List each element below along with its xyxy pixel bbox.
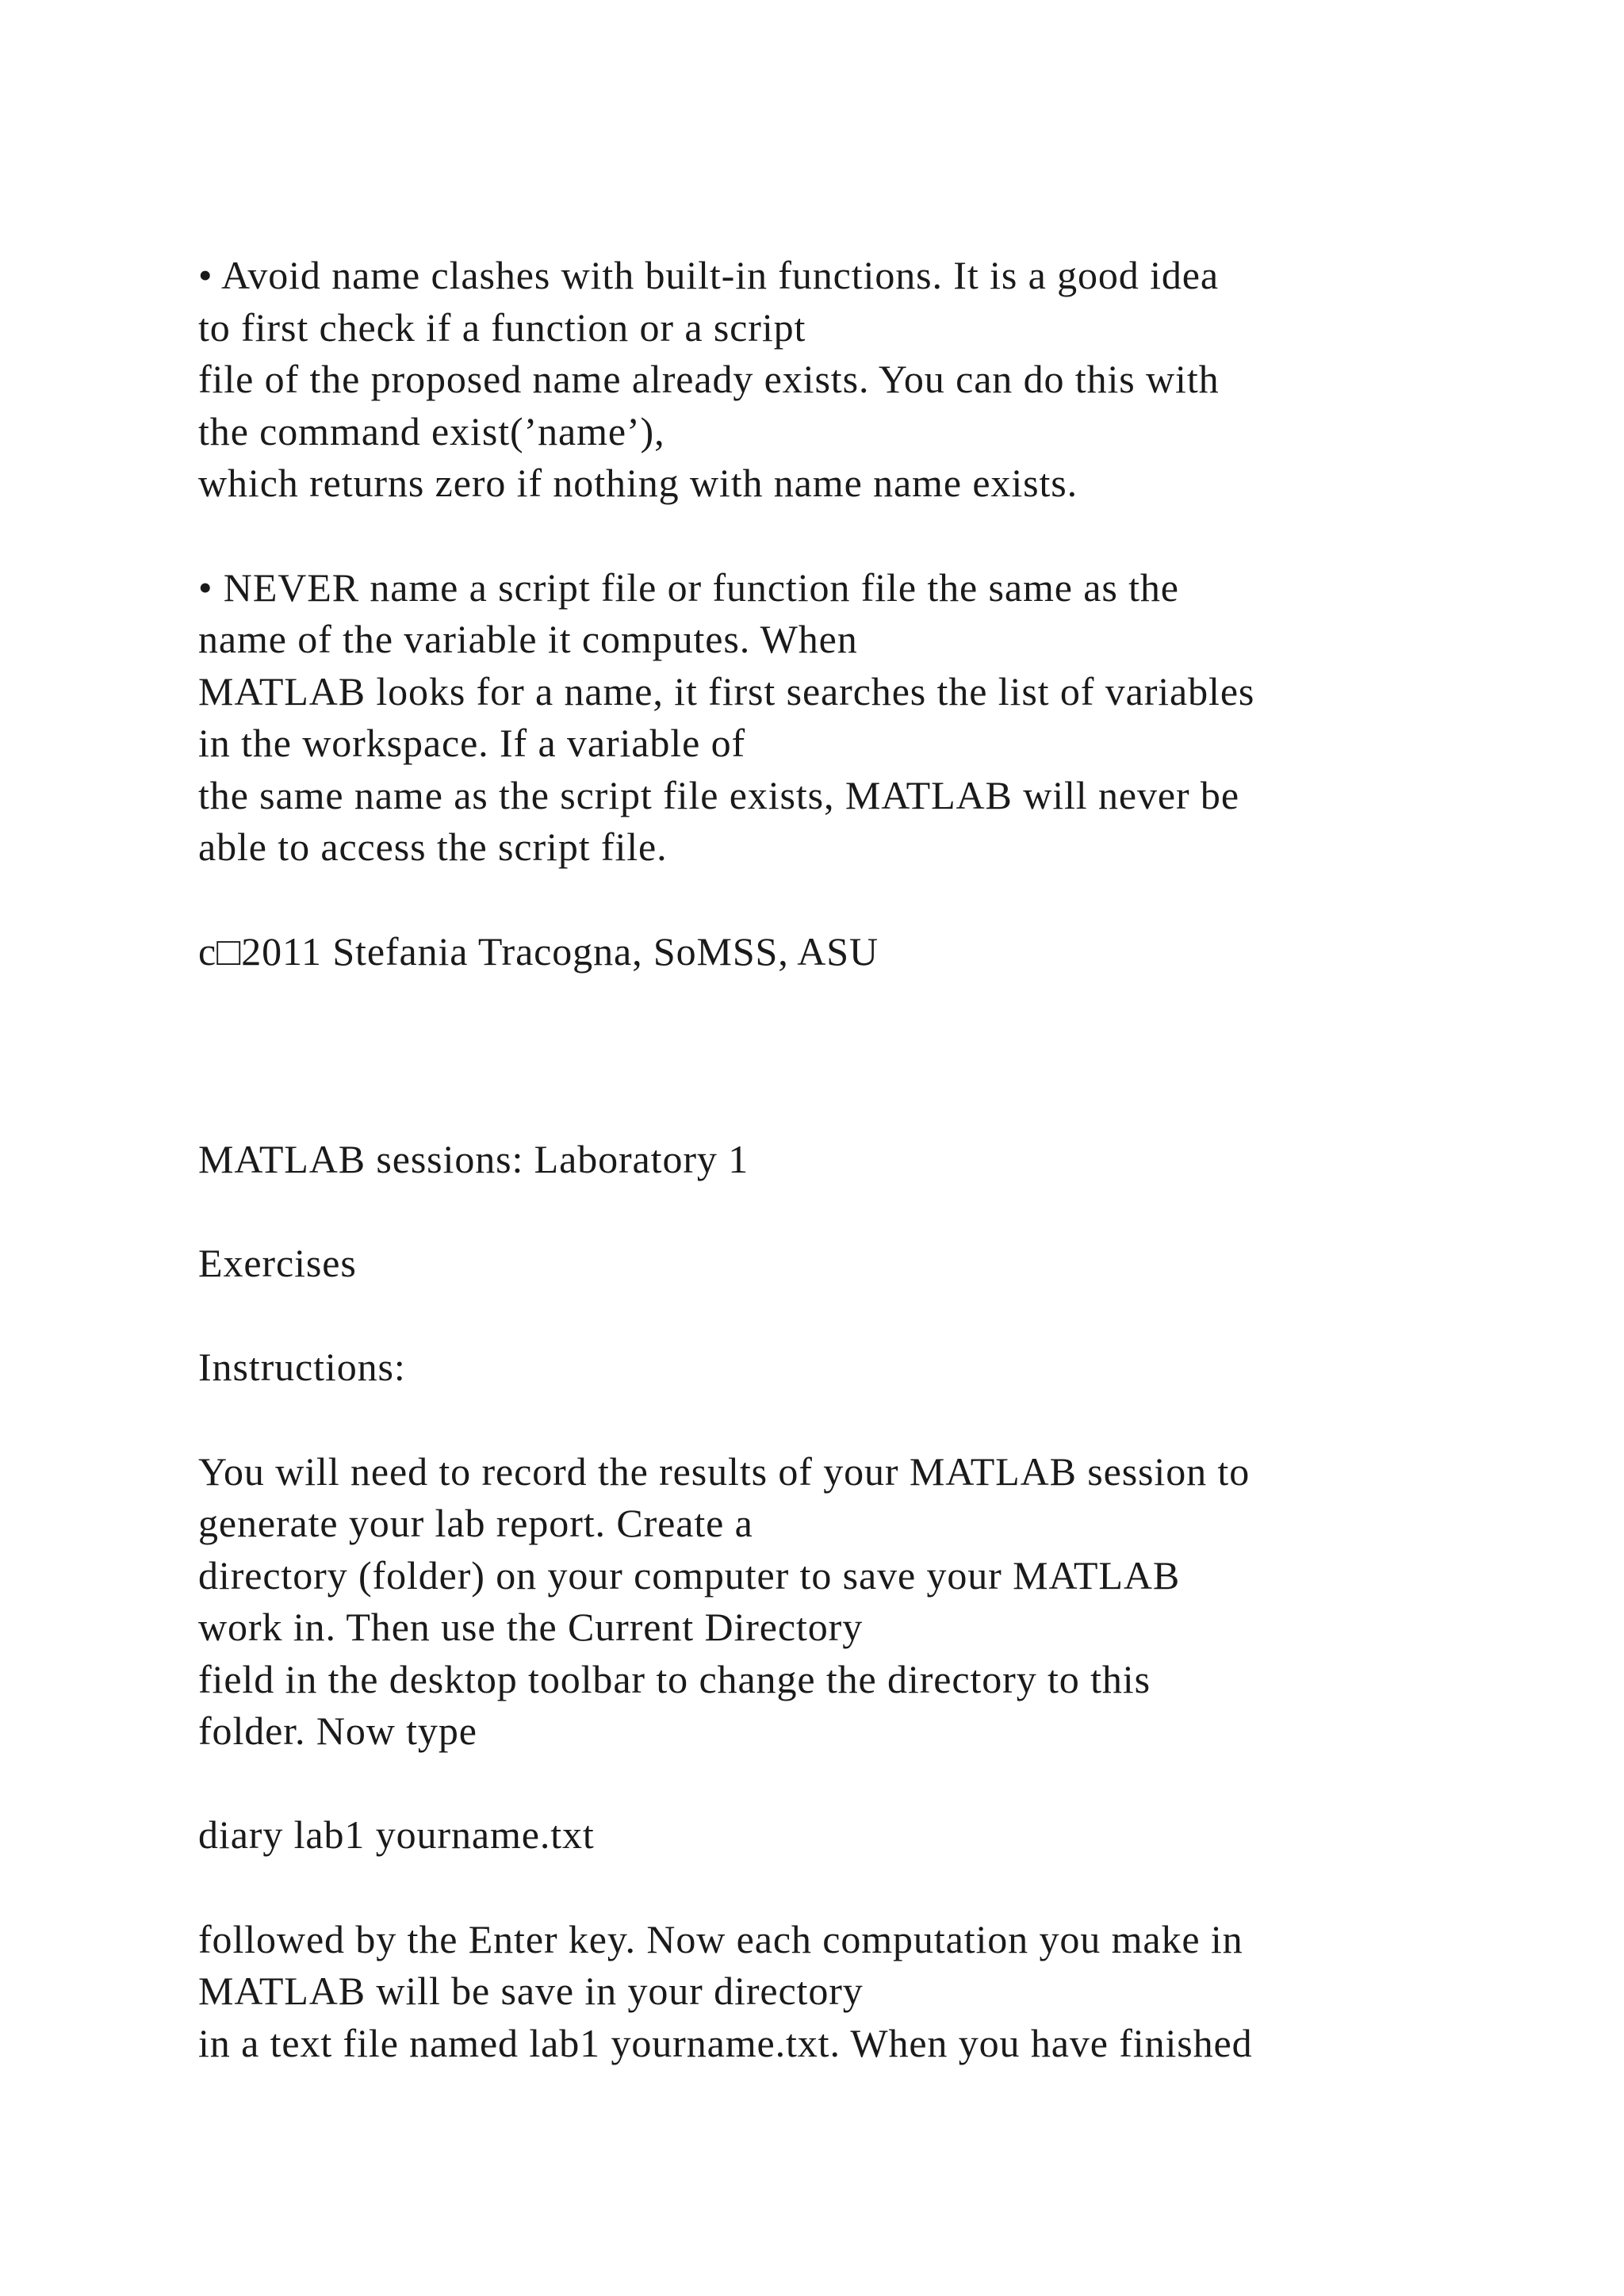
text-line: • NEVER name a script file or function file the same as the <box>198 565 1179 610</box>
section-header: MATLAB sessions: Laboratory 1 <box>198 1137 749 1181</box>
text-line: directory (folder) on your computer to save your MATLAB <box>198 1553 1181 1598</box>
text-line: generate your lab report. Create a <box>198 1501 753 1545</box>
text-line: MATLAB looks for a name, it first searches the list of variables <box>198 669 1255 714</box>
text-line: the same name as the script file exists, MATLAB will never be <box>198 773 1239 817</box>
heading-instructions: Instructions: <box>198 1345 406 1389</box>
text-line: in a text file named lab1 yourname.txt. When you have finished <box>198 2021 1253 2065</box>
heading-exercises: Exercises <box>198 1241 357 1285</box>
text-line: file of the proposed name already exists. You can do this with <box>198 357 1220 401</box>
text-line: in the workspace. If a variable of <box>198 721 746 765</box>
text-line: work in. Then use the Current Directory <box>198 1605 864 1649</box>
text-line: You will need to record the results of your MATLAB session to <box>198 1449 1251 1494</box>
text-line: to first check if a function or a script <box>198 305 806 350</box>
text-line: folder. Now type <box>198 1709 477 1753</box>
text-line: MATLAB will be save in your directory <box>198 1969 864 2013</box>
text-line: field in the desktop toolbar to change the directory to this <box>198 1657 1151 1701</box>
text-line: name of the variable it computes. When <box>198 617 858 661</box>
text-line: • Avoid name clashes with built-in functions. It is a good idea <box>198 253 1219 297</box>
command-line: diary lab1 yourname.txt <box>198 1812 595 1857</box>
text-line: the command exist(’name’), <box>198 409 665 453</box>
text-line: which returns zero if nothing with name name exists. <box>198 461 1078 505</box>
text-line: followed by the Enter key. Now each computation you make in <box>198 1917 1243 1961</box>
text-line: able to access the script file. <box>198 825 668 869</box>
copyright-line: c□2011 Stefania Tracogna, SoMSS, ASU <box>198 929 879 974</box>
